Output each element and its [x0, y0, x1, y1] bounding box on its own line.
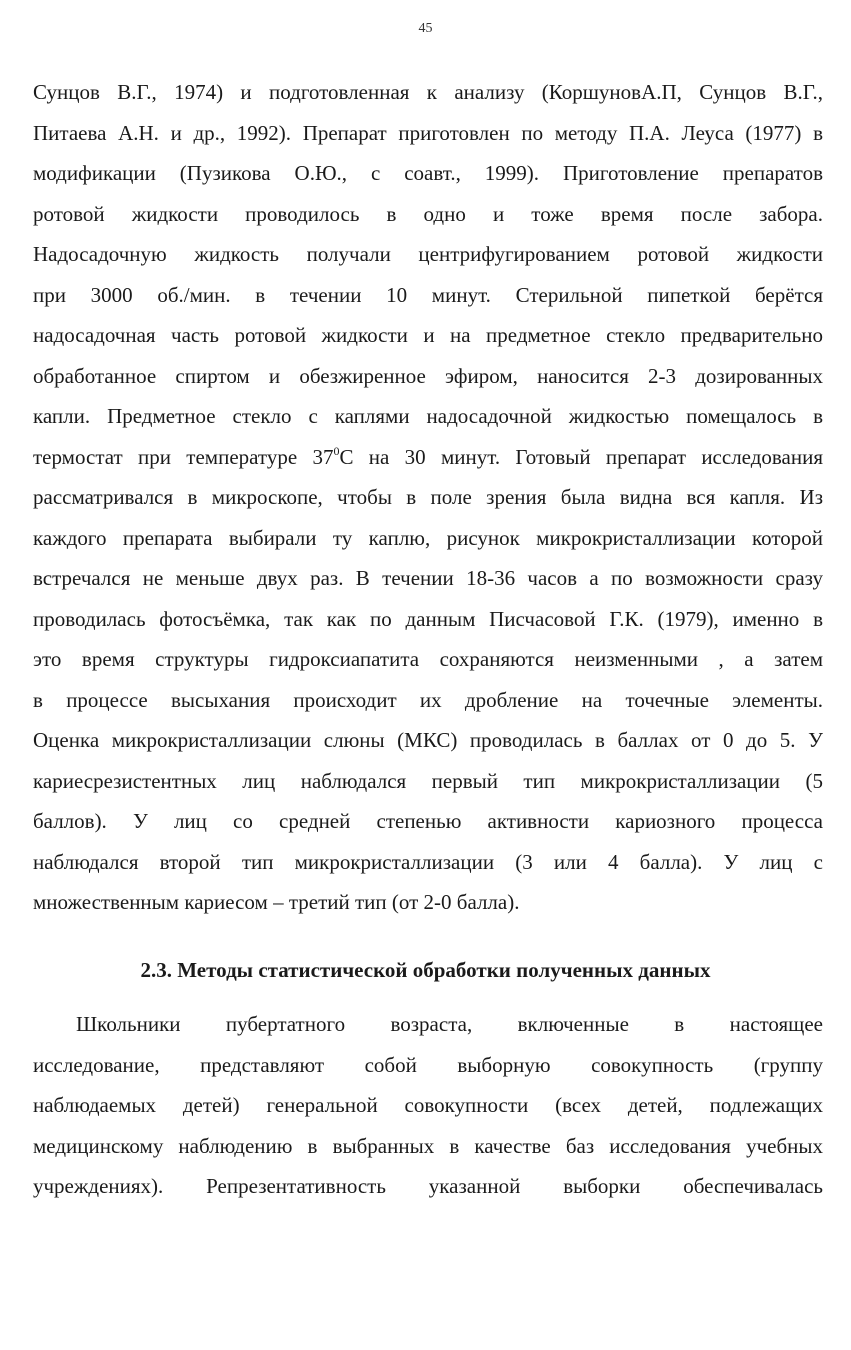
text-line: надосадочная часть ротовой жидкости и на предметное стекло предварительно [33, 323, 823, 347]
text-line-temperature [33, 437, 823, 478]
text-line: наблюдался второй тип микрокристаллизации (3 или 4 балла). У лиц с [33, 849, 823, 874]
text-line: множественным кариесом – третий тип (от 2-0 балла). [33, 890, 520, 914]
text-line: кариесрезистентных лиц наблюдался первый тип микрокристаллизации (5 [33, 768, 823, 793]
paragraph-2 [33, 1004, 823, 1207]
text-line: исследование, представляют собой выборную совокупность (группу [33, 1052, 823, 1077]
text-line: модификации (Пузикова О.Ю., с соавт., 1999). Приготовление препаратов [33, 161, 823, 185]
text-line: медицинскому наблюдению в выбранных в качестве баз исследования учебных [33, 1133, 823, 1158]
text-line: Надосадочную жидкость получали центрифугированием ротовой жидкости [33, 242, 823, 266]
paragraph-1 [33, 72, 823, 923]
text-line: Питаева А.Н. и др., 1992). Препарат приготовлен по методу П.А. Леуса (1977) в [33, 120, 823, 145]
text-line: каждого препарата выбирали ту каплю, рисунок микрокристаллизации которой [33, 525, 823, 550]
section-heading: 2.3. Методы статистической обработки полученных данных [140, 958, 711, 982]
text-line: наблюдаемых детей) генеральной совокупности (всех детей, подлежащих [33, 1093, 823, 1117]
text-line: учреждениях). Репрезентативность указанной выборки обеспечивалась [33, 1174, 823, 1198]
text-line: Оценка микрокристаллизации слюны (МКС) проводилась в баллах от 0 до 5. У [33, 728, 823, 752]
text-line: проводилась фотосъёмка, так как по данным Писчасовой Г.К. (1979), именно в [33, 606, 823, 631]
text-line: Сунцов В.Г., 1974) и подготовленная к анализу (КоршуновА.П, Сунцов В.Г., [33, 80, 823, 104]
text-line: встречался не меньше двух раз. В течении 18-36 часов а по возможности сразу [33, 566, 823, 590]
degree-superscript: 0 [333, 443, 340, 458]
text-line: это время структуры гидроксиапатита сохраняются неизменными , а затем [33, 647, 823, 671]
text-line: баллов). У лиц со средней степенью активности кариозного процесса [33, 809, 823, 833]
text-line: при 3000 об./мин. в течении 10 минут. Стерильной пипеткой берётся [33, 282, 823, 307]
temperature-text-before: термостат при температуре 37 [33, 444, 334, 469]
text-line: в процессе высыхания происходит их дробление на точечные элементы. [33, 687, 823, 712]
text-line: ротовой жидкости проводилось в одно и тоже время после забора. [33, 201, 823, 226]
text-line: обработанное спиртом и обезжиренное эфиром, наносится 2-3 дозированных [33, 363, 823, 388]
page-number: 45 [418, 21, 433, 36]
text-line: капли. Предметное стекло с каплями надосадочной жидкостью помещалось в [33, 404, 823, 428]
text-line: рассматривался в микроскопе, чтобы в поле зрения была видна вся капля. Из [33, 485, 823, 509]
temperature-text-after: С на 30 минут. Готовый препарат исследования [339, 444, 823, 469]
text-line: Школьники пубертатного возраста, включенные в настоящее [76, 1012, 823, 1036]
